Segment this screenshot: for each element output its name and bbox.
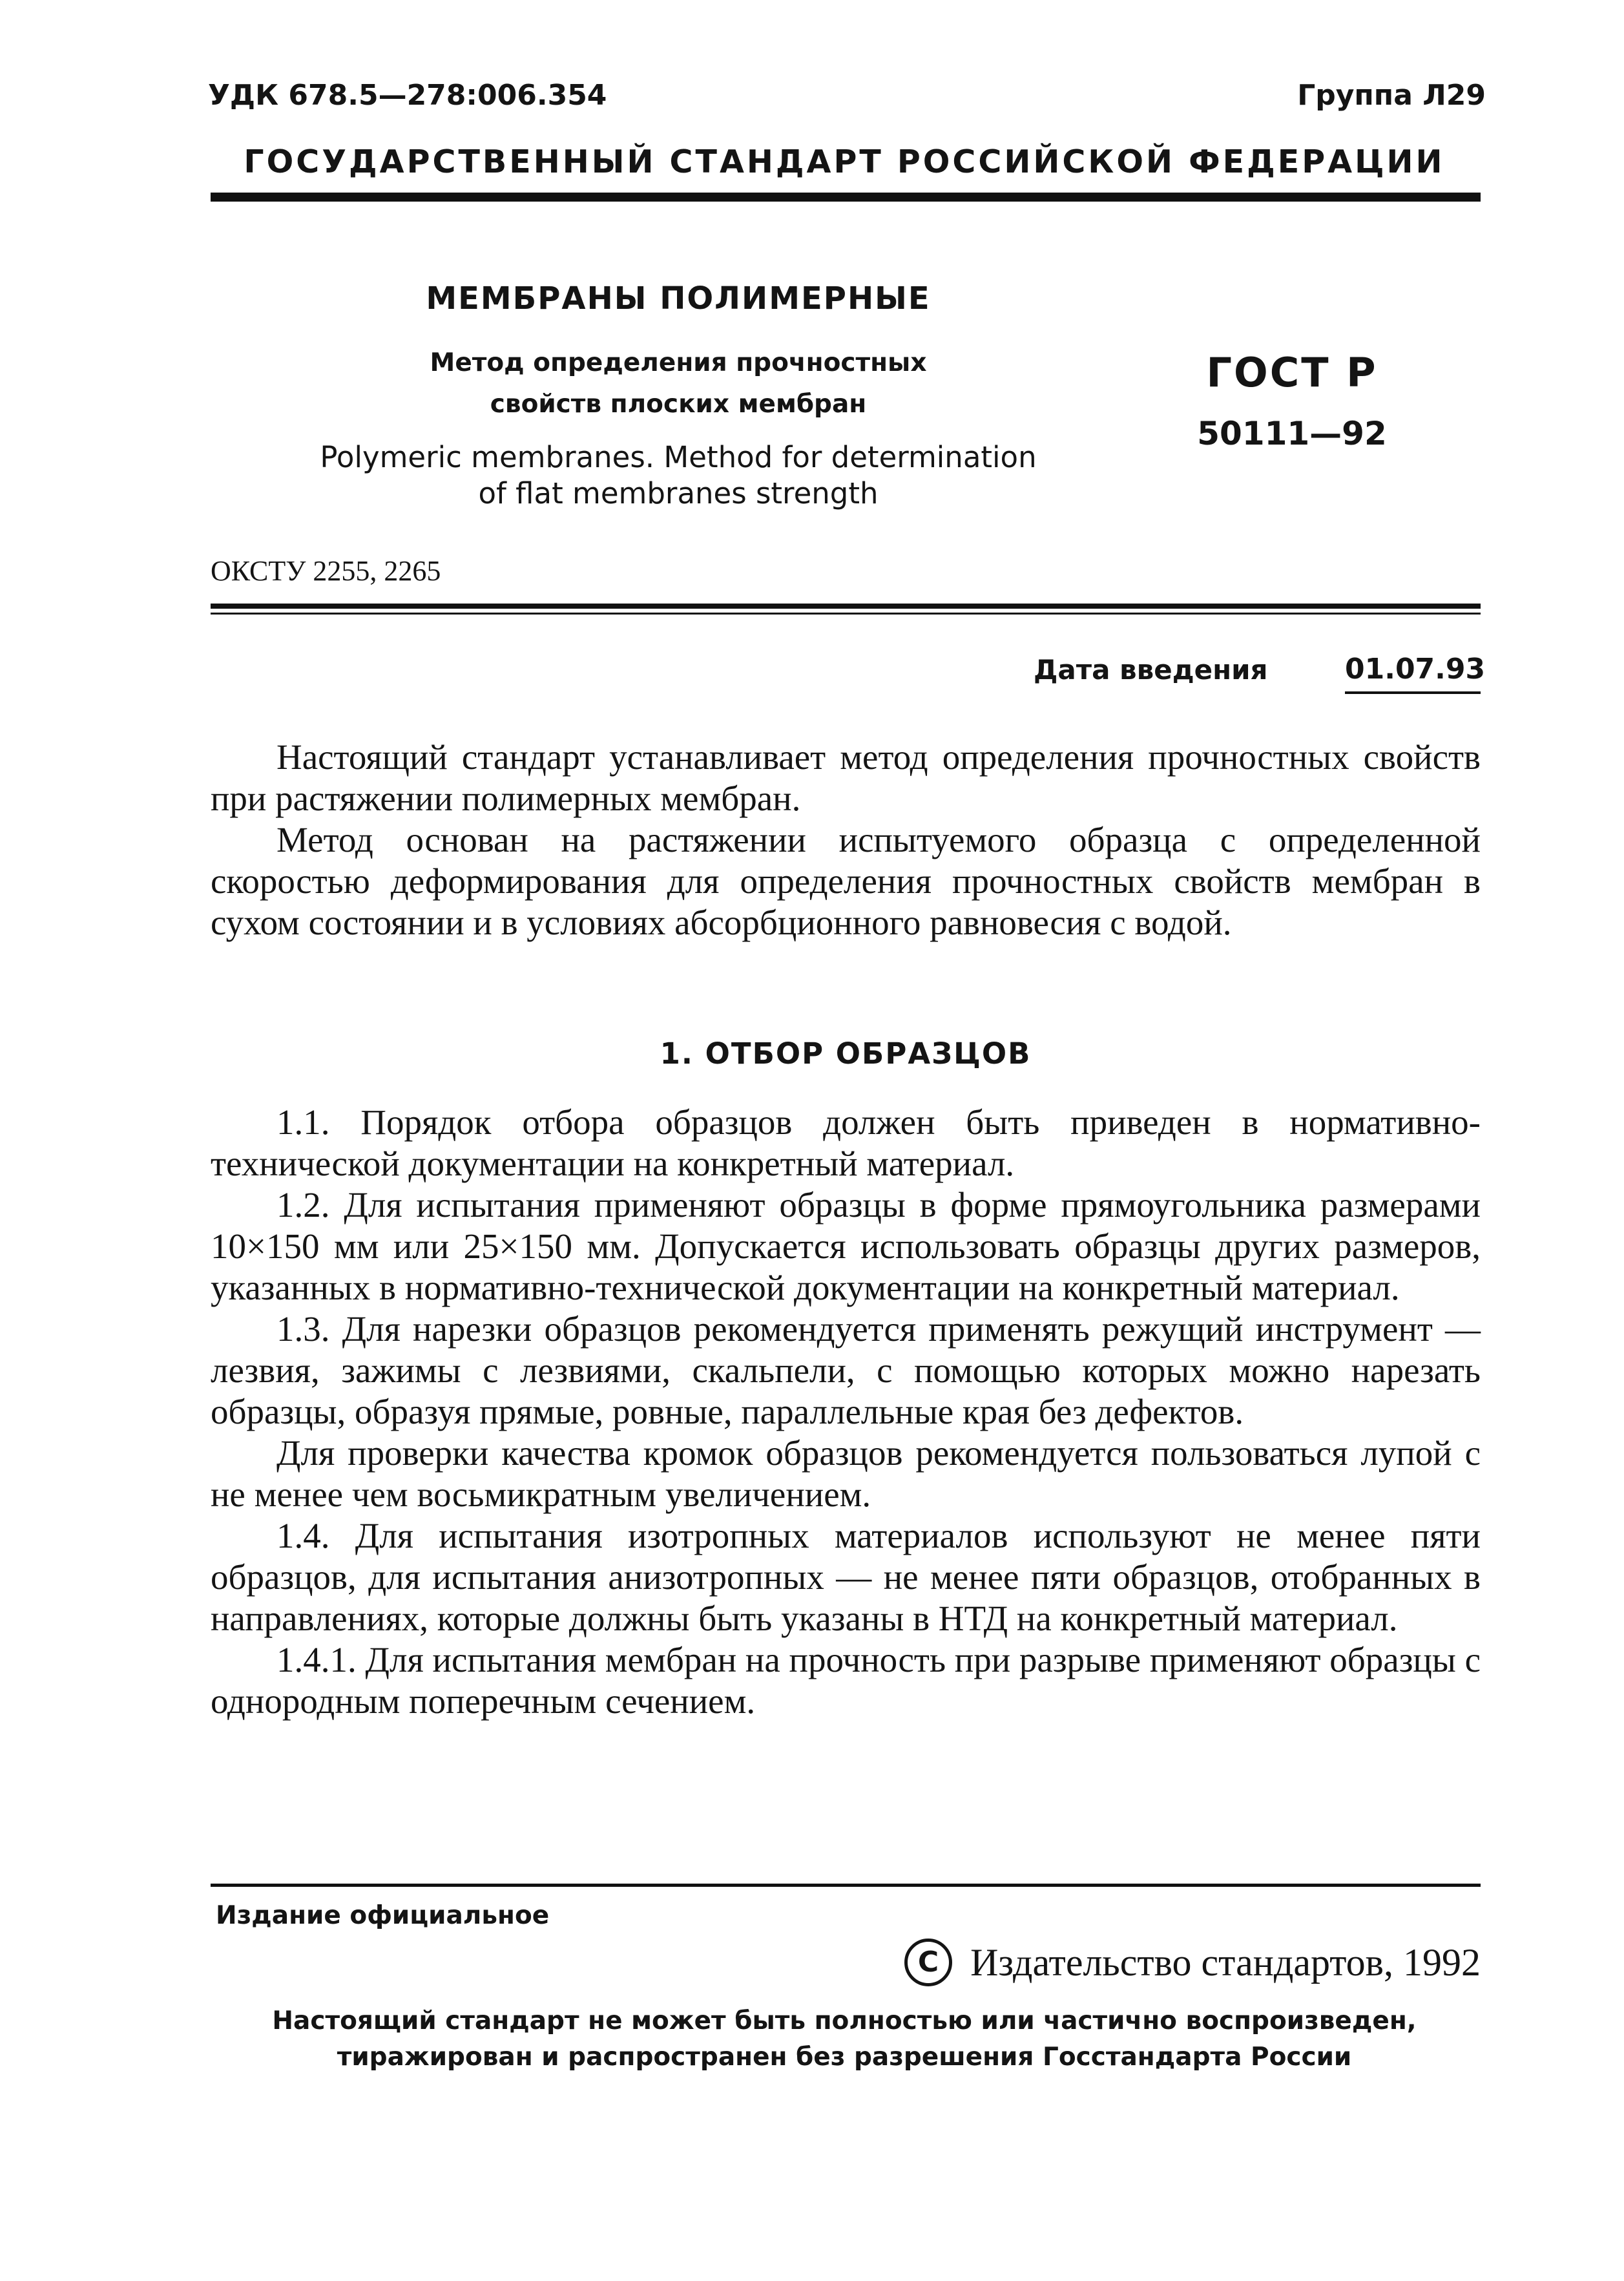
clause-1-1: 1.1. Порядок отбора образцов должен быть приведен в нормативно-технической документации на конкретный материал. bbox=[211, 1102, 1481, 1183]
intro-paragraph: Настоящий стандарт устанавливает метод определения прочностных свойств при растяжении полимерных мембран. bbox=[211, 737, 1481, 818]
subtitle-line-2: свойств плоских мембран bbox=[490, 390, 867, 419]
gost-label: ГОСТ Р bbox=[1206, 349, 1378, 396]
clause-1-3: 1.3. Для нарезки образцов рекомендуется применять режущий инструмент — лезвия, зажимы с лезвиями, скальпели, с помощью которых можно нарезать образцы, образуя прямые, ровные, параллельные края без дефектов. bbox=[211, 1309, 1481, 1431]
title-rule-thick bbox=[211, 604, 1481, 609]
notice-line-2: тиражирован и распространен без разрешения Госстандарта России bbox=[337, 2043, 1352, 2072]
document-title: МЕМБРАНЫ ПОЛИМЕРНЫЕ bbox=[426, 280, 931, 317]
english-title bbox=[245, 439, 1111, 512]
reproduction-notice bbox=[208, 2003, 1481, 2076]
date-underline bbox=[1345, 691, 1481, 694]
copyright-text: Издательство стандартов, 1992 bbox=[970, 1940, 1481, 1984]
edition-note: Издание официальное bbox=[216, 1901, 550, 1930]
footer-rule bbox=[211, 1884, 1481, 1887]
section-heading: 1. ОТБОР ОБРАЗЦОВ bbox=[660, 1036, 1032, 1071]
clause-1-4-1: 1.4.1. Для испытания мембран на прочность при разрыве применяют образцы с однородным поперечным сечением. bbox=[211, 1640, 1481, 1721]
group-code: Группа Л29 bbox=[1297, 79, 1486, 112]
introduction-date-value: 01.07.93 bbox=[1345, 653, 1486, 686]
notice-line-1: Настоящий стандарт не может быть полностью или частично воспроизведен, bbox=[272, 2006, 1417, 2035]
copyright-line bbox=[904, 1939, 1481, 1986]
okstu-code: ОКСТУ 2255, 2265 bbox=[211, 555, 441, 587]
header-rule bbox=[211, 193, 1481, 202]
subtitle-line-1: Метод определения прочностных bbox=[430, 348, 927, 377]
section-body bbox=[211, 1102, 1481, 1722]
title-rule-thin bbox=[211, 613, 1481, 615]
gost-number: 50111—92 bbox=[1197, 415, 1387, 452]
state-standard-heading: ГОСУДАРСТВЕННЫЙ СТАНДАРТ РОССИЙСКОЙ ФЕДЕРАЦИИ bbox=[244, 143, 1445, 180]
intro-paragraph: Метод основан на растяжении испытуемого образца с определенной скоростью деформирования для определения прочностных свойств мембран в сухом состоянии и в условиях абсорбционного равновесия с водой. bbox=[211, 820, 1481, 942]
document-subtitle bbox=[271, 342, 1085, 425]
intro-text bbox=[211, 737, 1481, 943]
english-title-line-1: Polymeric membranes. Method for determination bbox=[320, 440, 1037, 474]
udk-code: УДК 678.5—278:006.354 bbox=[208, 79, 607, 112]
introduction-date-label: Дата введения bbox=[1034, 654, 1268, 686]
clause-1-4: 1.4. Для испытания изотропных материалов используют не менее пяти образцов, для испытания анизотропных — не менее пяти образцов, отобранных в направлениях, которые должны быть указаны в НТД на конкретный материал. bbox=[211, 1516, 1481, 1638]
clause-1-3-note: Для проверки качества кромок образцов рекомендуется пользоваться лупой с не менее чем восьмикратным увеличением. bbox=[211, 1433, 1481, 1514]
english-title-line-2: of flat membranes strength bbox=[478, 476, 879, 510]
copyright-icon: C bbox=[904, 1939, 952, 1986]
clause-1-2: 1.2. Для испытания применяют образцы в форме прямоугольника размерами 10×150 мм или 25×150 мм. Допускается использовать образцы других размеров, указанных в нормативно-технической документации на конкретный материал. bbox=[211, 1185, 1481, 1307]
